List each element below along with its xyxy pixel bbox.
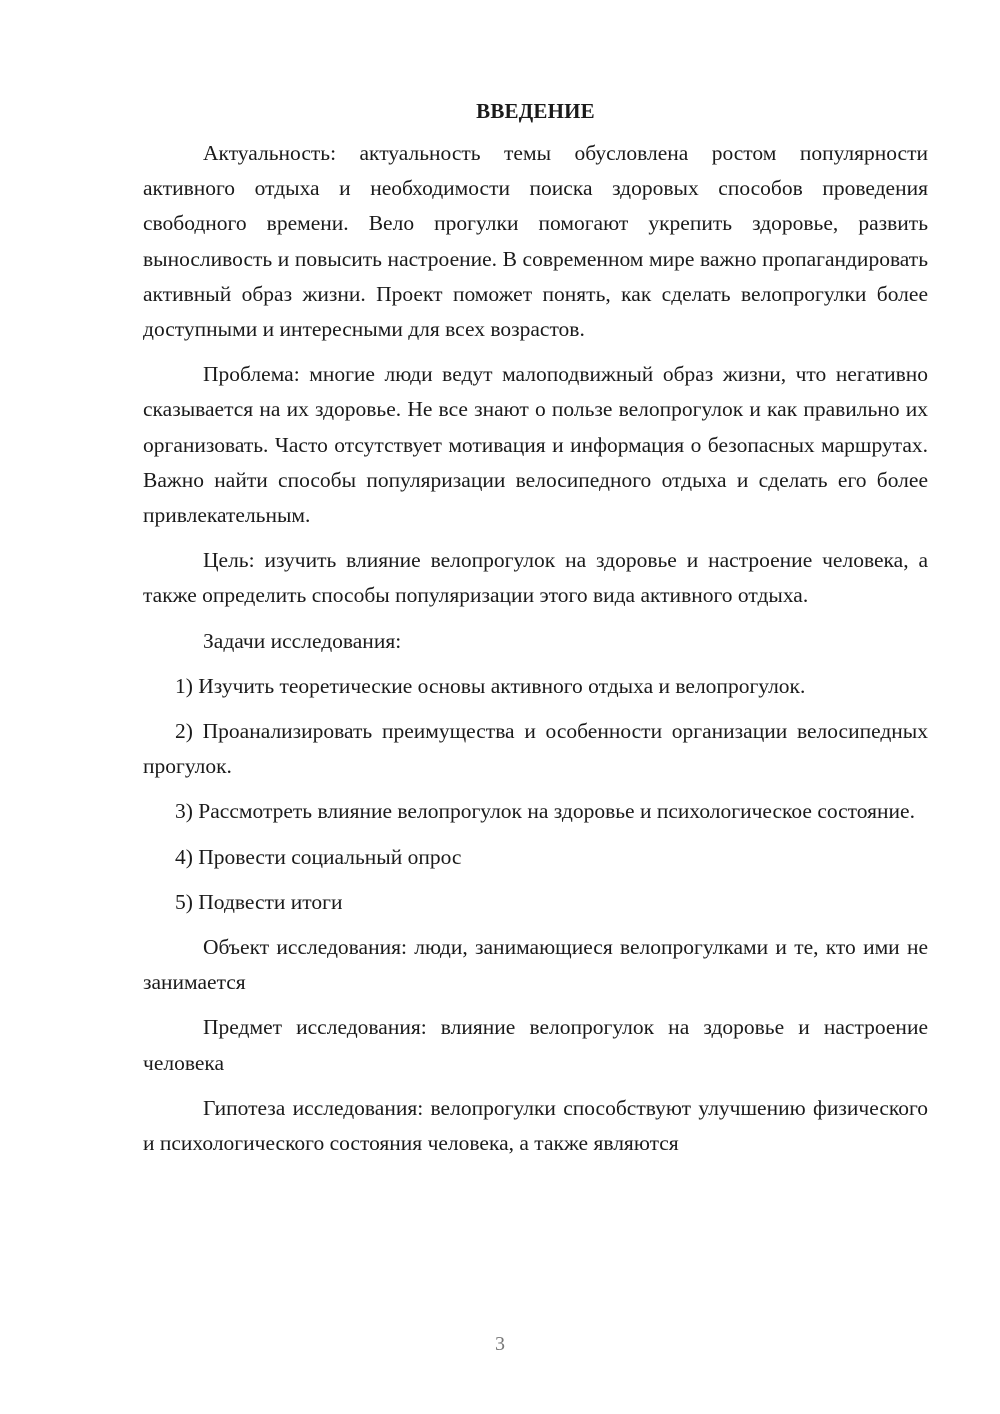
paragraph-relevance: Актуальность: актуальность темы обусловлена ростом популярности активного отдыха и необходимости поиска здоровых способов проведения свободного времени. Вело прогулки помогают укрепить здоровье, развить выносливость и повысить настроение. В современном мире важно пропагандировать активный образ жизни. Проект поможет понять, как сделать велопрогулки более доступными и интересными для всех возрастов.: [143, 141, 928, 342]
paragraph-hypothesis: Гипотеза исследования: велопрогулки способствуют улучшению физического и психологического состояния человека, а также являются: [143, 1095, 928, 1156]
paragraph-goal: Цель: изучить влияние велопрогулок на здоровье и настроение человека, а также определить способы популяризации этого вида активного отдыха.: [143, 548, 928, 608]
paragraph-object: Объект исследования: люди, занимающиеся велопрогулками и те, кто ими не занимается: [143, 935, 928, 995]
page-number: 3: [495, 1333, 505, 1355]
tasks-heading: Задачи исследования:: [203, 628, 402, 653]
task-item-3: 3) Рассмотреть влияние велопрогулок на здоровье и психологическое состояние.: [175, 799, 915, 824]
task-item-5: 5) Подвести итоги: [175, 889, 343, 914]
page-content: [143, 96, 928, 1171]
paragraph-subject: Предмет исследования: влияние велопрогулок на здоровье и настроение человека: [143, 1015, 928, 1075]
task-item-2: 2) Проанализировать преимущества и особенности организации велосипедных прогулок.: [143, 719, 928, 779]
paragraph-problem: Проблема: многие люди ведут малоподвижный образ жизни, что негативно сказывается на их здоровье. Не все знают о пользе велопрогулок и как правильно их организовать. Часто отсутствует мотивация и информация о безопасных маршрутах. Важно найти способы популяризации велосипедного отдыха и сделать его более привлекательным.: [143, 362, 928, 528]
task-item-1: 1) Изучить теоретические основы активного отдыха и велопрогулок.: [175, 673, 806, 698]
page-title: ВВЕДЕНИЕ: [476, 99, 595, 123]
task-item-4: 4) Провести социальный опрос: [175, 844, 462, 869]
